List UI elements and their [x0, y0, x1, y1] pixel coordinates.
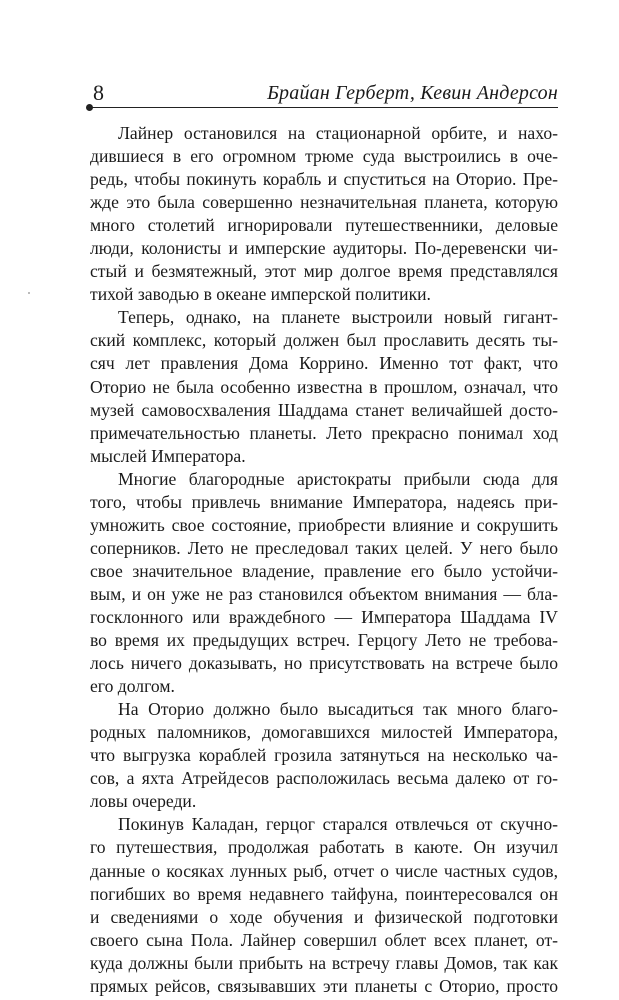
text-line: мыслей Императора.: [90, 445, 246, 466]
text-line: данные о косяках лунных рыб, отчет о числе частных судов,: [90, 860, 558, 881]
text-line: Теперь, однако, на планете выстроили новый гигант-: [118, 307, 558, 328]
paragraph: [90, 698, 558, 813]
text-line: люди, колонисты и имперские аудиторы. По-деревенски чи-: [90, 238, 558, 259]
text-line: что выгрузка кораблей грозила затянуться на несколько ча-: [90, 745, 558, 766]
text-line: редь, чтобы покинуть корабль и спуститься на Оторио. Пре-: [90, 169, 558, 190]
text-line: соперников. Лето не преследовал таких целей. У него было: [90, 537, 558, 558]
text-line: погибших во время недавнего тайфуна, поинтересовался он: [90, 883, 558, 904]
text-line: жде это была совершенно незначительная планета, которую: [90, 192, 558, 213]
text-line: сов, а яхта Атрейдесов расположилась весьма далеко от го-: [90, 768, 558, 789]
paragraph: [90, 468, 558, 698]
text-line: Покинув Каладан, герцог старался отвлечься от скучно-: [118, 814, 558, 835]
page-header: [90, 78, 558, 108]
body-text: [90, 122, 558, 998]
text-line: госклонного или враждебного — Императора Шаддама IV: [90, 606, 558, 627]
text-line: прямых рейсов, связывавших эти планеты с Оторио, просто: [90, 975, 558, 996]
text-line: умножить свое состояние, приобрести влияние и сокрушить: [90, 514, 558, 535]
text-line: музей самовосхваления Шаддама станет величайшей досто-: [90, 399, 558, 420]
text-line: го путешествия, продолжая работать в каюте. Он изучил: [90, 837, 558, 858]
text-line: тихой заводью в океане имперской политики.: [90, 284, 431, 305]
text-line: сяч лет правления Дома Коррино. Именно тот факт, что: [90, 353, 558, 374]
text-line: На Оторио должно было высадиться так много благо-: [118, 699, 558, 720]
text-line: его долгом.: [90, 676, 175, 697]
text-line: Оторио не была особенно известна в прошлом, означал, что: [90, 376, 558, 397]
text-line: куда должны были прибыть на встречу главы Домов, так как: [90, 952, 558, 973]
text-line: и сведениями о ходе обучения и физической подготовки: [90, 906, 558, 927]
text-line: дившиеся в его огромном трюме суда выстроились в оче-: [90, 146, 558, 167]
text-line: Лайнер остановился на стационарной орбите, и нахо-: [118, 123, 558, 143]
text-line: своего сына Пола. Лайнер совершил облет всех планет, от-: [90, 929, 558, 950]
text-line: примечательностью планеты. Лето прекрасно понимал ход: [90, 422, 558, 443]
text-line: ский комплекс, который должен был прославить десять ты-: [90, 330, 558, 351]
running-head: Брайан Герберт, Кевин Андерсон: [267, 82, 558, 104]
paragraph: [90, 813, 558, 997]
paragraph: [90, 122, 558, 306]
text-line: ловы очереди.: [90, 791, 197, 812]
text-line: много столетий игнорировали путешественники, деловые: [90, 215, 558, 236]
margin-speck: [28, 292, 30, 294]
page-number: 8: [93, 80, 104, 105]
text-line: лось ничего доказывать, но присутствовать на встрече было: [90, 653, 558, 674]
text-line: родных паломников, домогавшихся милостей Императора,: [90, 722, 558, 743]
text-line: свое значительное владение, правление его было устойчи-: [90, 560, 558, 581]
paragraph: [90, 306, 558, 467]
header-rule: [90, 107, 558, 108]
text-line: Многие благородные аристократы прибыли сюда для: [118, 468, 558, 489]
text-line: стый и безмятежный, этот мир долгое время представлялся: [90, 261, 558, 282]
text-line: того, чтобы привлечь внимание Императора, надеясь при-: [90, 491, 558, 512]
text-line: во время их предыдущих встреч. Герцогу Лето не требова-: [90, 630, 558, 651]
text-line: вым, и он уже не раз становился объектом внимания — бла-: [90, 583, 558, 604]
